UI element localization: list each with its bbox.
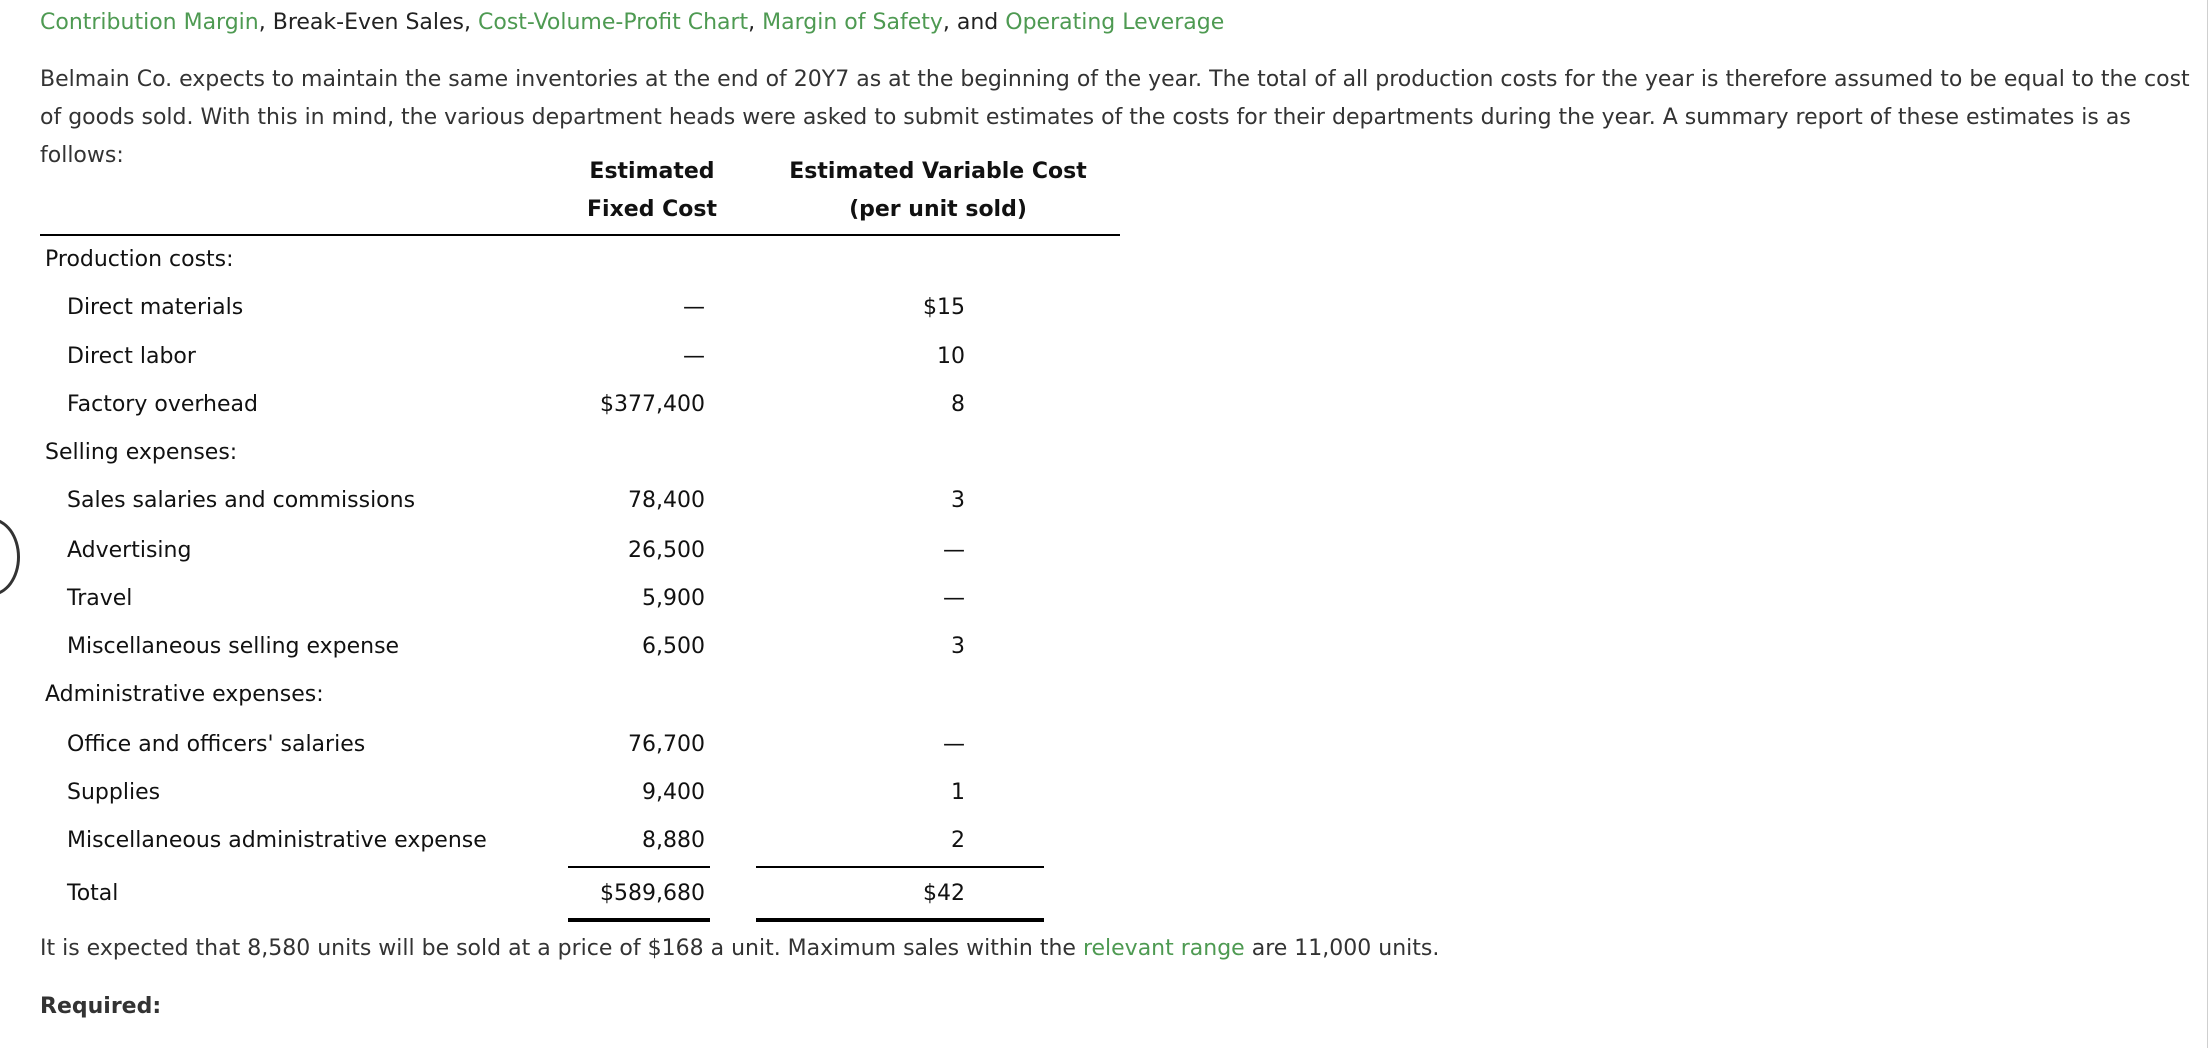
edge-circle-marker [0, 518, 20, 596]
row-direct-labor-variable: 10 [937, 344, 965, 369]
row-travel-label: Travel [67, 586, 133, 611]
row-factory-overhead-variable: 8 [951, 392, 965, 417]
row-advertising-label: Advertising [67, 538, 192, 563]
link-cvp-chart[interactable]: Cost-Volume-Profit Chart [478, 10, 749, 35]
row-office-salaries-label: Office and officers' salaries [67, 732, 366, 757]
row-travel-variable: — [943, 586, 965, 611]
row-total-label: Total [67, 881, 119, 906]
row-direct-materials-fixed: — [683, 295, 705, 320]
fixed-cost-header-line1: Estimated [589, 159, 715, 184]
row-direct-labor-fixed: — [683, 344, 705, 369]
section-admin-label: Administrative expenses: [45, 682, 324, 707]
heading-sep-3: , and [942, 10, 1006, 35]
row-sales-salaries-fixed: 78,400 [628, 488, 705, 513]
expected-sales-text: It is expected that 8,580 units will be sold at a price of $168 a unit. Maximum sales within the [40, 936, 1083, 961]
variable-cost-header-line2: (per unit sold) [849, 197, 1027, 222]
row-supplies-label: Supplies [67, 780, 161, 805]
section-production-label: Production costs: [45, 247, 234, 272]
row-office-salaries-variable: — [943, 732, 965, 757]
expected-sales-sentence [40, 934, 1439, 964]
variable-total-rule [756, 918, 1044, 922]
row-sales-salaries-label: Sales salaries and commissions [67, 488, 416, 513]
row-direct-materials-label: Direct materials [67, 295, 244, 320]
link-operating-leverage[interactable]: Operating Leverage [1005, 10, 1225, 35]
row-supplies-variable: 1 [951, 780, 965, 805]
row-misc-admin-label: Miscellaneous administrative expense [67, 828, 487, 853]
fixed-cost-header-line2: Fixed Cost [587, 197, 717, 222]
row-misc-selling-label: Miscellaneous selling expense [67, 634, 400, 659]
row-misc-selling-fixed: 6,500 [642, 634, 705, 659]
row-direct-labor-label: Direct labor [67, 344, 196, 369]
row-factory-overhead-label: Factory overhead [67, 392, 258, 417]
variable-subtotal-rule [756, 866, 1044, 868]
expected-sales-text-end: are 11,000 units. [1244, 936, 1440, 961]
row-sales-salaries-variable: 3 [951, 488, 965, 513]
variable-cost-header [770, 153, 1106, 229]
row-direct-materials-variable: $15 [923, 295, 965, 320]
required-label: Required: [40, 994, 162, 1019]
topic-heading [40, 8, 1224, 38]
row-misc-selling-variable: 3 [951, 634, 965, 659]
intro-paragraph: Belmain Co. expects to maintain the same inventories at the end of 20Y7 as at the beginning of the year. The total of all production costs for the year is therefore assumed to be equal to the cost of goods sold. With this in mind, the various department heads were asked to submit estimates of the costs for their departments during the year. A summary report of these estimates is as follows: [40, 67, 2190, 168]
row-office-salaries-fixed: 76,700 [628, 732, 705, 757]
link-margin-of-safety[interactable]: Margin of Safety [762, 10, 943, 35]
row-advertising-variable: — [943, 538, 965, 563]
row-advertising-fixed: 26,500 [628, 538, 705, 563]
section-selling-label: Selling expenses: [45, 440, 238, 465]
heading-sep-2: , [748, 10, 763, 35]
row-misc-admin-fixed: 8,880 [642, 828, 705, 853]
row-total-variable: $42 [923, 881, 965, 906]
row-factory-overhead-fixed: $377,400 [600, 392, 705, 417]
heading-sep-1: , Break-Even Sales, [258, 10, 479, 35]
header-rule [40, 234, 1120, 236]
row-supplies-fixed: 9,400 [642, 780, 705, 805]
row-total-fixed: $589,680 [600, 881, 705, 906]
fixed-total-rule [568, 918, 710, 922]
link-relevant-range[interactable]: relevant range [1082, 936, 1245, 961]
fixed-subtotal-rule [568, 866, 710, 868]
row-misc-admin-variable: 2 [951, 828, 965, 853]
fixed-cost-header [552, 153, 752, 229]
variable-cost-header-line1: Estimated Variable Cost [789, 159, 1087, 184]
link-contribution-margin[interactable]: Contribution Margin [40, 10, 259, 35]
row-travel-fixed: 5,900 [642, 586, 705, 611]
